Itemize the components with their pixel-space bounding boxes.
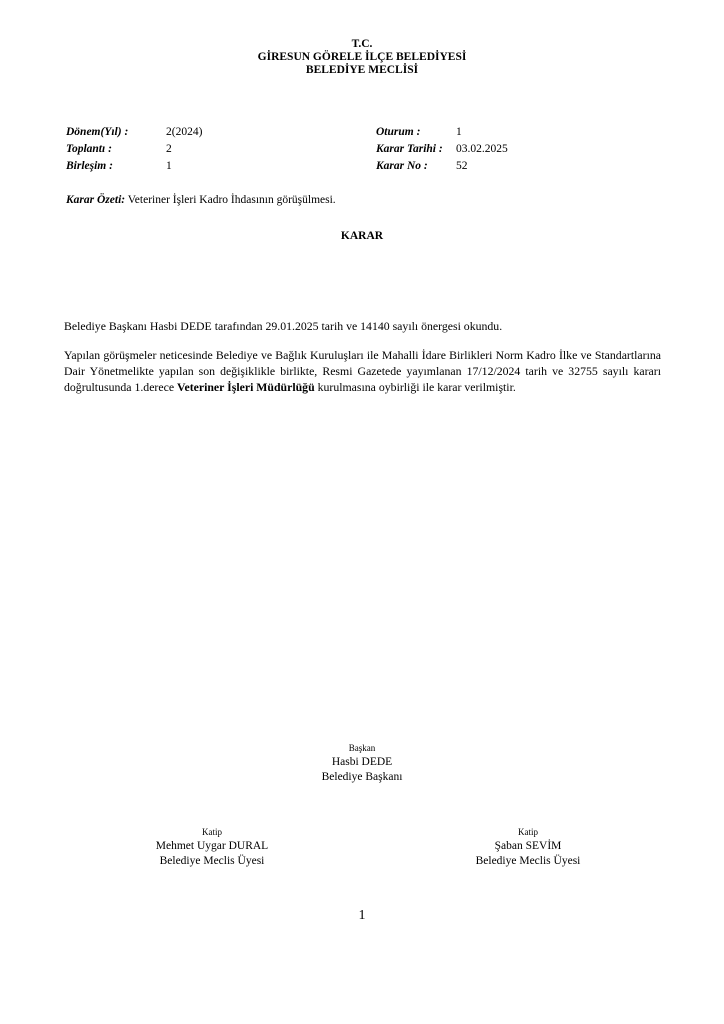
header-council: BELEDİYE MECLİSİ <box>305 64 419 76</box>
meta-right <box>376 124 508 175</box>
meta-row-meeting <box>66 141 202 158</box>
summary-label: Karar Özeti: <box>66 194 126 206</box>
term-value: 2(2024) <box>166 126 203 138</box>
summary-text: Veteriner İşleri Kadro İhdasının görüşülmesi. <box>127 194 336 206</box>
decision-date-label: Karar Tarihi : <box>376 143 443 155</box>
meta-left <box>66 124 202 175</box>
clerk-left-title: Belediye Meclis Üyesi <box>159 855 265 867</box>
clerk-left-role: Katip <box>202 827 222 837</box>
clerk-left-name: Mehmet Uygar DURAL <box>155 840 269 852</box>
sitting-label: Oturum : <box>376 126 421 138</box>
meta-row-sitting <box>376 124 508 141</box>
signature-president <box>262 741 462 785</box>
para2-text-after: kurulmasına oybirliği ile karar verilmiştir. <box>314 380 516 394</box>
decision-date-value: 03.02.2025 <box>456 143 508 155</box>
decision-summary <box>66 194 336 206</box>
clerk-right-title: Belediye Meclis Üyesi <box>475 855 581 867</box>
header-municipality: GİRESUN GÖRELE İLÇE BELEDİYESİ <box>257 51 467 63</box>
meeting-label: Toplantı : <box>66 143 112 155</box>
document-header <box>0 38 724 77</box>
header-tc: T.C. <box>351 38 373 50</box>
meeting-value: 2 <box>166 143 172 155</box>
body-paragraph-1: Belediye Başkanı Hasbi DEDE tarafından 29.01.2025 tarih ve 14140 sayılı önergesi okundu. <box>64 319 503 333</box>
meta-row-term <box>66 124 202 141</box>
signature-clerk-right <box>418 825 638 869</box>
session-value: 1 <box>166 160 172 172</box>
sitting-value: 1 <box>456 126 462 138</box>
decision-title: KARAR <box>340 230 384 242</box>
page-number: 1 <box>358 908 366 923</box>
signature-clerk-left <box>102 825 322 869</box>
decision-no-label: Karar No : <box>376 160 428 172</box>
president-role: Başkan <box>348 743 376 753</box>
body-paragraph-2 <box>64 347 661 395</box>
decision-no-value: 52 <box>456 160 468 172</box>
clerk-right-role: Katip <box>518 827 538 837</box>
para2-text-before: Yapılan görüşmeler neticesinde Belediye ve Bağlık Kuruluşları ile Mahalli İdare Birlikleri Norm Kadro İlke ve Standartlarına Dair Yönetmelikte yapılan son değişiklikle birlikte, Resmi Gazetede yayımlanan 17/12/2024 tarih ve 32755 sayılı kararı doğrultusunda 1.derece <box>64 348 661 394</box>
meta-row-session <box>66 158 202 175</box>
meta-row-decision-date <box>376 141 508 158</box>
para2-directorate: Veteriner İşleri Müdürlüğü <box>177 380 315 394</box>
meta-row-decision-no <box>376 158 508 175</box>
term-label: Dönem(Yıl) : <box>66 126 129 138</box>
session-label: Birleşim : <box>66 160 113 172</box>
clerk-right-name: Şaban SEVİM <box>494 840 562 852</box>
president-title: Belediye Başkanı <box>321 771 403 783</box>
president-name: Hasbi DEDE <box>331 756 393 768</box>
